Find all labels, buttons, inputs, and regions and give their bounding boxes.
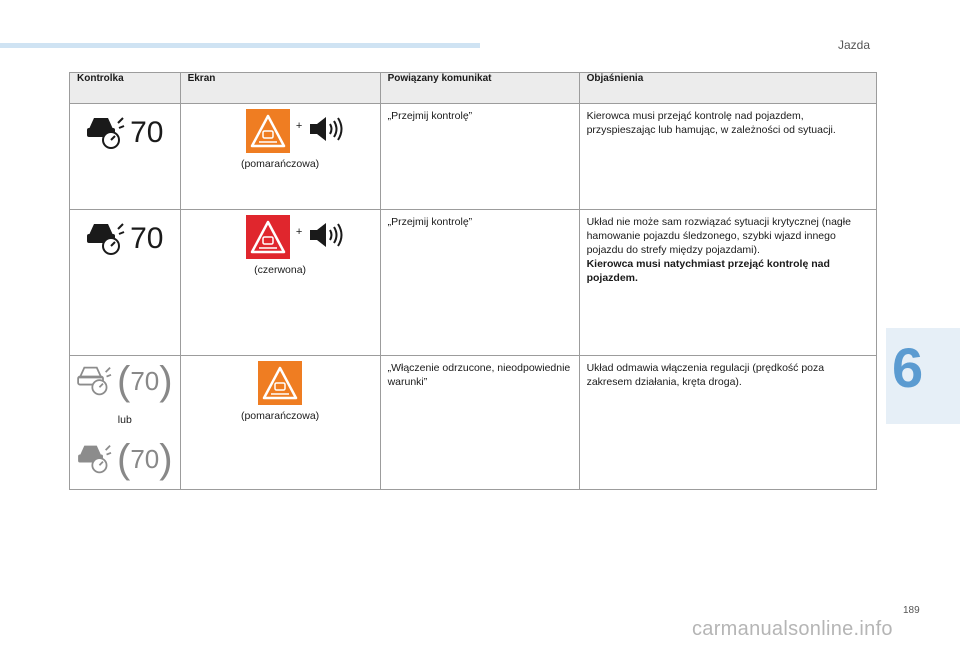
- watermark: carmanualsonline.info: [692, 618, 893, 640]
- display-cell: [180, 104, 380, 210]
- explanation-cell: Układ odmawia włączenia regulacji (prędkość poza zakresem działania, kręta droga).: [579, 356, 876, 490]
- speedometer-car-icon: [86, 115, 126, 151]
- speed-circled: ( 70 ): [117, 437, 173, 481]
- collision-warning-icon: [246, 215, 290, 259]
- speed-circled: ( 70 ): [117, 359, 173, 403]
- display-cell: [180, 356, 380, 490]
- speed-value: 70: [130, 366, 160, 396]
- color-caption: (pomarańczowa): [240, 158, 320, 170]
- speaker-icon: [308, 221, 344, 249]
- speaker-icon: [308, 115, 344, 143]
- plus-sign: +: [295, 226, 303, 238]
- table-header-row: [70, 73, 877, 104]
- speed-value: 70: [130, 116, 164, 149]
- indicator-cell: [70, 356, 181, 490]
- speed-value: 70: [130, 222, 164, 255]
- speedometer-car-grey-icon: [77, 443, 113, 475]
- header-objasnienia: Objaśnienia: [579, 73, 876, 104]
- page-number: 189: [903, 605, 920, 616]
- top-accent-bar: [0, 43, 480, 48]
- speed-value: 70: [130, 444, 160, 474]
- explanation-text: Układ nie może sam rozwiązać sytuacji krytycznej (nagłe hamowanie pojazdu śledzonego, szybki wjazd innego pojazdu do strefy między pojazdami).: [586, 216, 851, 256]
- section-title: Jazda: [838, 38, 871, 52]
- header-ekran: Ekran: [180, 73, 380, 104]
- header-kontrolka: Kontrolka: [70, 73, 181, 104]
- collision-warning-icon: [258, 361, 302, 405]
- or-label: lub: [117, 414, 132, 426]
- speedometer-car-outline-icon: [77, 365, 113, 397]
- explanation-cell: Kierowca musi przejąć kontrolę nad pojazdem, przyspieszając lub hamując, w zależności od sytuacji.: [579, 104, 876, 210]
- table-row: [70, 104, 877, 210]
- warning-table: [69, 72, 877, 490]
- display-cell: [180, 210, 380, 356]
- message-cell: „Włączenie odrzucone, nieodpowiednie warunki”: [380, 356, 579, 490]
- message-cell: „Przejmij kontrolę”: [380, 210, 579, 356]
- table-row: [70, 210, 877, 356]
- speedometer-car-icon: [86, 221, 126, 257]
- color-caption: (pomarańczowa): [240, 410, 320, 422]
- header-komunikat: Powiązany komunikat: [380, 73, 579, 104]
- plus-sign: +: [295, 120, 303, 132]
- color-caption: (czerwona): [254, 264, 307, 276]
- table-row: [70, 356, 877, 490]
- indicator-cell: [70, 104, 181, 210]
- message-cell: „Przejmij kontrolę”: [380, 104, 579, 210]
- explanation-bold-text: Kierowca musi natychmiast przejąć kontrolę nad pojazdem.: [586, 258, 830, 284]
- indicator-cell: [70, 210, 181, 356]
- chapter-number: 6: [892, 336, 924, 399]
- collision-warning-icon: [246, 109, 290, 153]
- explanation-cell: [579, 210, 876, 356]
